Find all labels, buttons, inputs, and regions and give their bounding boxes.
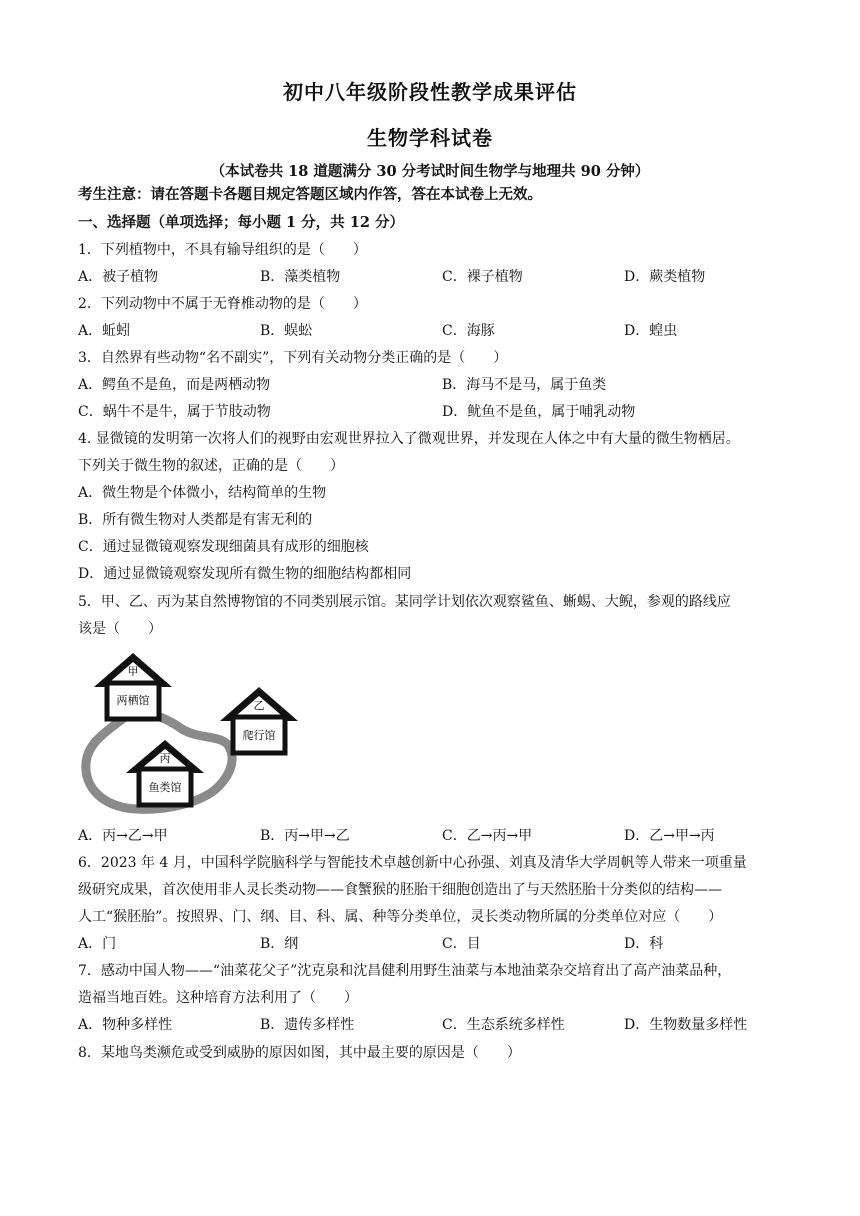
q6-option-a: A．门	[78, 936, 117, 952]
question-6-stem-line1: 6．2023 年 4 月，中国科学院脑科学与智能技术卓越创新中心孙强、刘真及清华大学周帆等人带来一项重量	[78, 855, 747, 871]
q4-option-d: D．通过显微镜观察发现所有微生物的细胞结构都相同	[78, 566, 412, 582]
house-fish-hall	[126, 740, 204, 805]
question-1-stem: 1．下列植物中，不具有输导组织的是（ ）	[78, 242, 367, 258]
question-2-stem: 2．下列动物中不属于无脊椎动物的是（ ）	[78, 296, 367, 312]
q2-option-a: A．蚯蚓	[78, 323, 131, 339]
q2-option-d: D．蝗虫	[624, 323, 678, 339]
question-4-stem-line2: 下列关于微生物的叙述，正确的是（ ）	[78, 458, 344, 474]
q7-option-d: D．生物数量多样性	[624, 1017, 748, 1033]
q5-option-b: B．丙→甲→乙	[260, 828, 350, 844]
question-8-stem: 8．某地鸟类濒危或受到威胁的原因如图，其中最主要的原因是（ ）	[78, 1045, 521, 1061]
exam-info: （本试卷共 18 道题满分 30 分考试时间生物学与地理共 90 分钟）	[210, 163, 650, 180]
q1-option-a: A．被子植物	[78, 269, 159, 285]
question-6-stem-line3: 人工“猴胚胎”。按照界、门、纲、目、科、属、种等分类单位，灵长类动物所属的分类单位对应（ ）	[78, 909, 723, 925]
house-3-label: 鱼类馆	[148, 781, 182, 794]
q6-option-b: B．纲	[260, 936, 299, 952]
house-2-label: 爬行馆	[242, 729, 276, 742]
question-7-stem-line1: 7．感动中国人物——“油菜花父子”沈克泉和沈昌健利用野生油菜与本地油菜杂交培育出了高产油菜品种，	[78, 963, 732, 979]
house-3-top-label: 丙	[159, 752, 171, 765]
q5-option-d: D．乙→甲→丙	[624, 828, 715, 844]
q7-option-a: A．物种多样性	[78, 1017, 173, 1033]
q5-option-a: A．丙→乙→甲	[78, 828, 168, 844]
section-heading: 一、选择题（单项选择；每小题 1 分，共 12 分）	[78, 214, 404, 231]
q2-option-b: B．蜈蚣	[260, 323, 313, 339]
house-reptile-hall	[220, 687, 298, 753]
question-6-stem-line2: 级研究成果，首次使用非人灵长类动物——食蟹猴的胚胎干细胞创造出了与天然胚胎十分类似的结构——	[78, 882, 722, 898]
museum-map-figure	[78, 645, 308, 815]
q3-option-d: D．鱿鱼不是鱼，属于哺乳动物	[442, 404, 636, 420]
q4-option-a: A．微生物是个体微小，结构简单的生物	[78, 485, 327, 501]
q6-option-c: C．目	[442, 936, 481, 952]
question-7-stem-line2: 造福当地百姓。这种培育方法利用了（ ）	[78, 990, 358, 1006]
q1-option-d: D．蕨类植物	[624, 269, 706, 285]
q2-option-c: C．海豚	[442, 323, 495, 339]
page-title: 初中八年级阶段性教学成果评估	[283, 80, 577, 104]
house-1-top-label: 甲	[127, 665, 139, 678]
q7-option-b: B．遗传多样性	[260, 1017, 355, 1033]
q3-option-b: B．海马不是马，属于鱼类	[442, 377, 607, 393]
question-4-stem-line1: 4. 显微镜的发明第一次将人们的视野由宏观世界拉入了微观世界，并发现在人体之中有大量的微生物栖居。	[78, 431, 740, 447]
q6-option-d: D．科	[624, 936, 664, 952]
exam-notice: 考生注意：请在答题卡各题目规定答题区域内作答，答在本试卷上无效。	[78, 186, 542, 203]
house-amphibian-hall	[94, 653, 172, 719]
question-5-stem-line2: 该是（ ）	[78, 621, 162, 637]
q4-option-b: B．所有微生物对人类都是有害无利的	[78, 512, 313, 528]
q3-option-a: A．鳄鱼不是鱼，而是两栖动物	[78, 377, 271, 393]
q7-option-c: C．生态系统多样性	[442, 1017, 565, 1033]
house-1-label: 两栖馆	[116, 694, 150, 707]
house-2-top-label: 乙	[253, 699, 265, 712]
q1-option-c: C．裸子植物	[442, 269, 523, 285]
question-3-stem: 3．自然界有些动物“名不副实”，下列有关动物分类正确的是（ ）	[78, 350, 508, 366]
q3-option-c: C．蜗牛不是牛，属于节肢动物	[78, 404, 271, 420]
q1-option-b: B．藻类植物	[260, 269, 341, 285]
question-5-stem-line1: 5．甲、乙、丙为某自然博物馆的不同类别展示馆。某同学计划依次观察鲨鱼、蜥蜴、大鲵，参观的路线应	[78, 594, 731, 610]
subject-title: 生物学科试卷	[367, 126, 493, 150]
q5-option-c: C．乙→丙→甲	[442, 828, 533, 844]
q4-option-c: C．通过显微镜观察发现细菌具有成形的细胞核	[78, 539, 369, 555]
